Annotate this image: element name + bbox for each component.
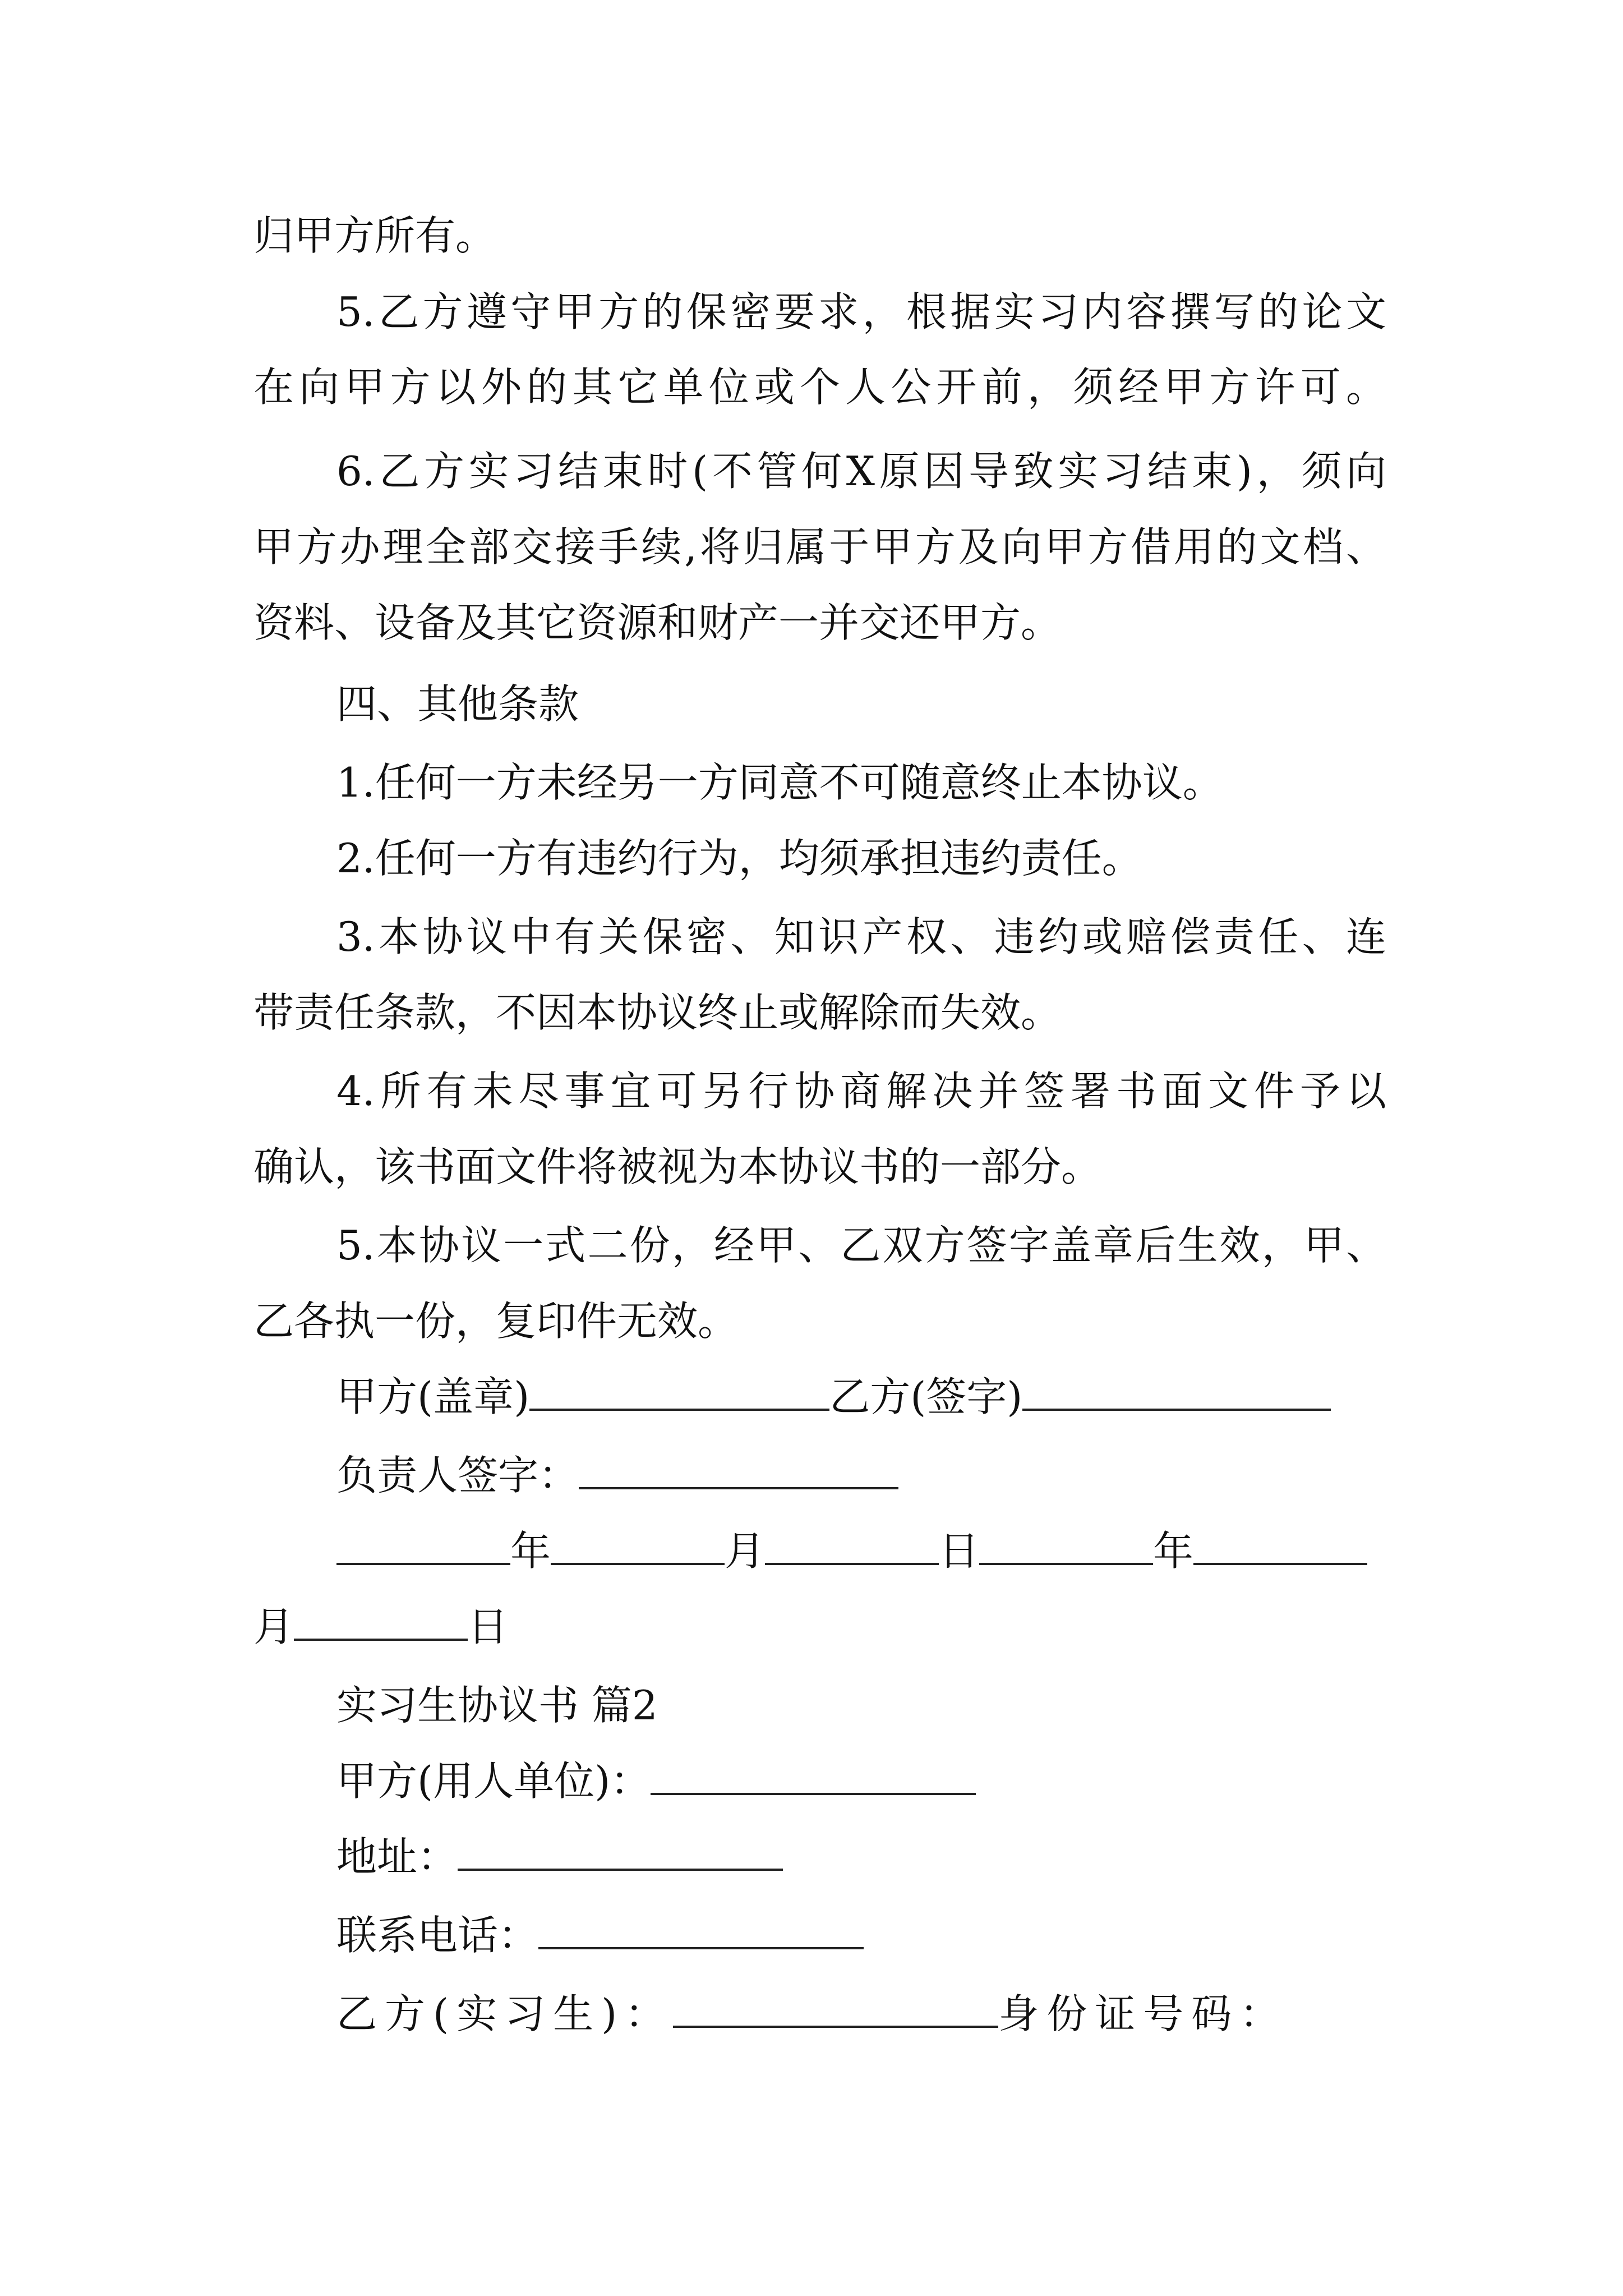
month-blank[interactable] [551, 1525, 725, 1565]
id-number-label: 身份证号码： [998, 1990, 1288, 2037]
phone-line [336, 1907, 1386, 1963]
paragraph-line: 资料、设备及其它资源和财产一并交还甲方。 [253, 599, 1062, 646]
employer-line [336, 1753, 1386, 1809]
paragraph-line: 3.本协议中有关保密、知识产权、违约或赔偿责任、连 [336, 913, 1386, 960]
paragraph-line: 带责任条款，不因本协议终止或解除而失效。 [253, 989, 1062, 1036]
party-b-sign-label: 乙方(签字) [829, 1373, 1023, 1420]
paragraph-line: 1.任何一方未经另一方同意不可随意终止本协议。 [336, 759, 1223, 806]
responsible-sign-label: 负责人签字： [336, 1452, 579, 1499]
paragraph-line: 确认，该书面文件将被视为本协议书的一部分。 [253, 1143, 1102, 1190]
intern-blank[interactable] [673, 1987, 998, 2028]
month-label: 月 [725, 1527, 766, 1575]
month-blank[interactable] [1193, 1525, 1367, 1565]
paragraph-line: 2.任何一方有违约行为，均须承担违约责任。 [336, 835, 1142, 882]
day-blank[interactable] [294, 1600, 468, 1641]
intern-label: 乙方(实习生)： [336, 1990, 674, 2037]
phone-label: 联系电话： [336, 1912, 539, 1959]
paragraph-line: 甲方办理全部交接手续,将归属于甲方及向甲方借用的文档、 [253, 523, 1386, 570]
paragraph-line: 5.本协议一式二份，经甲、乙双方签字盖章后生效，甲、 [336, 1222, 1386, 1269]
party-a-seal-blank[interactable] [529, 1370, 829, 1411]
employer-label: 甲方(用人单位)： [336, 1757, 651, 1805]
day-label: 日 [468, 1603, 509, 1650]
paragraph-line: 归甲方所有。 [253, 212, 496, 259]
day-label: 日 [939, 1527, 980, 1575]
section-heading: 四、其他条款 [336, 680, 579, 728]
party-b-sign-blank[interactable] [1022, 1370, 1331, 1411]
signature-line-parties [336, 1369, 1386, 1425]
responsible-sign-blank[interactable] [579, 1449, 898, 1489]
signature-line-responsible [336, 1447, 1386, 1503]
day-blank[interactable] [765, 1525, 939, 1565]
section-title: 实习生协议书 篇2 [336, 1682, 658, 1729]
party-a-seal-label: 甲方(盖章) [336, 1373, 530, 1420]
date-line-continued [253, 1599, 1386, 1655]
address-label: 地址： [336, 1833, 458, 1880]
phone-blank[interactable] [538, 1909, 864, 1949]
year-blank[interactable] [979, 1525, 1153, 1565]
paragraph-line: 在向甲方以外的其它单位或个人公开前，须经甲方许可。 [253, 364, 1386, 411]
paragraph-line: 6.乙方实习结束时(不管何X原因导致实习结束)，须向 [336, 448, 1386, 495]
paragraph-line: 4.所有未尽事宜可另行协商解决并签署书面文件予以 [336, 1068, 1386, 1115]
intern-line [336, 1986, 1386, 2042]
date-line [336, 1523, 1386, 1579]
paragraph-line: 5.乙方遵守甲方的保密要求，根据实习内容撰写的论文 [336, 288, 1386, 335]
address-blank[interactable] [458, 1830, 783, 1871]
year-label: 年 [510, 1527, 551, 1575]
employer-blank[interactable] [651, 1755, 976, 1795]
paragraph-line: 乙各执一份，复印件无效。 [253, 1297, 739, 1345]
year-label: 年 [1153, 1527, 1194, 1575]
year-blank[interactable] [336, 1525, 510, 1565]
month-label: 月 [253, 1603, 294, 1650]
address-line [336, 1829, 1386, 1885]
